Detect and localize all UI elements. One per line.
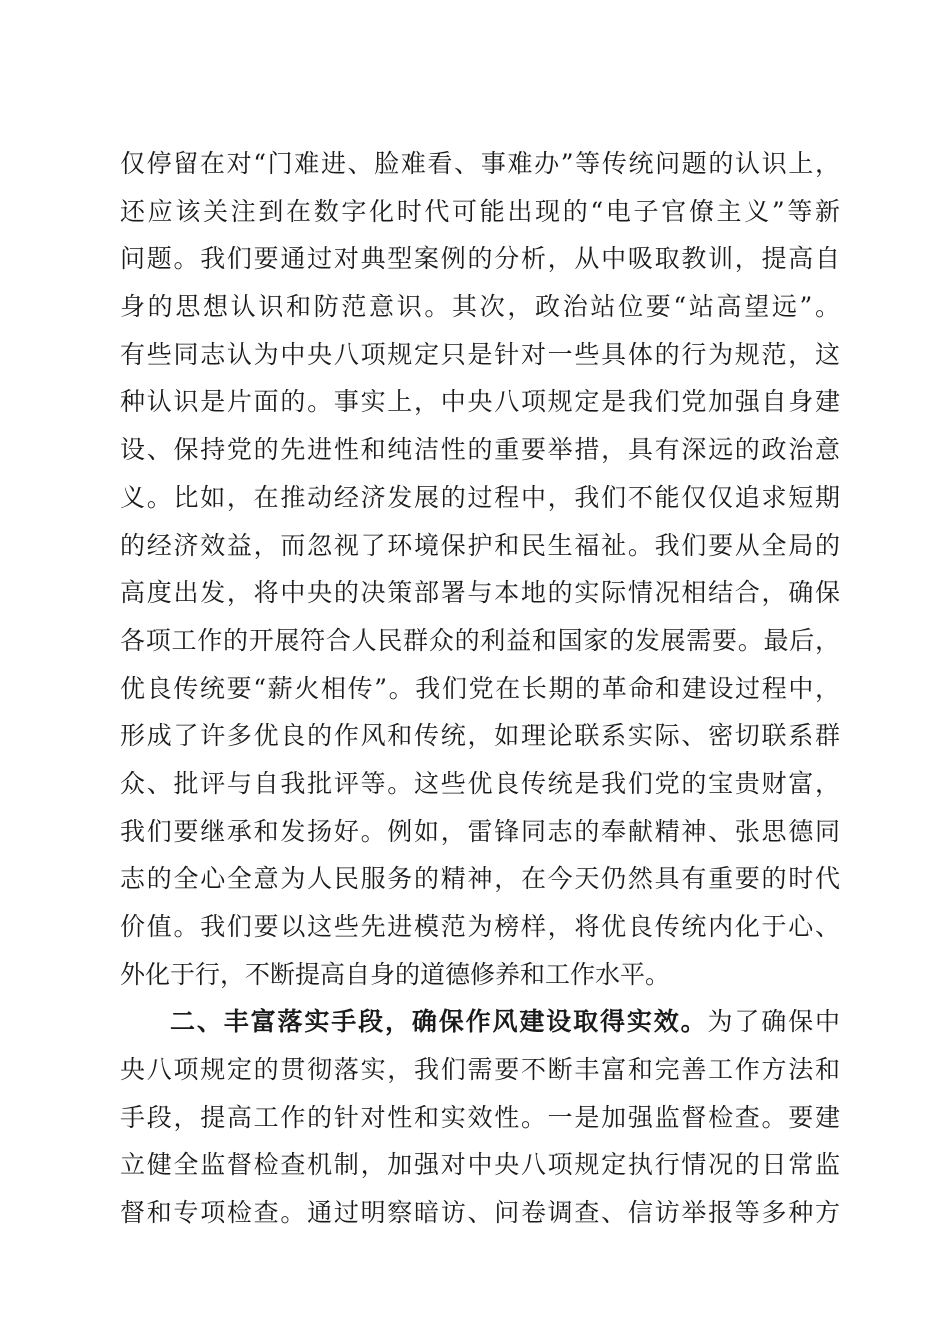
text-line: 身的思想认识和防范意识。其次，政治站位要“站高望远”。 xyxy=(120,292,840,322)
text-line: 价值。我们要以这些先进模范为榜样，将优良传统内化于心、 xyxy=(120,912,840,941)
paragraph-1 xyxy=(120,140,840,998)
section-heading: 二、丰富落实手段，确保作风建设取得实效。 xyxy=(170,1007,708,1037)
text-line: 设、保持党的先进性和纯洁性的重要举措，具有深远的政治意 xyxy=(120,435,840,465)
text-line: 的经济效益，而忽视了环境保护和民生福祉。我们要从全局的 xyxy=(120,530,840,560)
text-run: 为了确保中 xyxy=(707,1007,840,1037)
text-line: 种认识是片面的。事实上，中央八项规定是我们党加强自身建 xyxy=(120,387,840,417)
text-line: 各项工作的开展符合人民群众的利益和国家的发展需要。最后， xyxy=(120,625,840,655)
text-line: 志的全心全意为人民服务的精神，在今天仍然具有重要的时代 xyxy=(120,864,840,894)
text-line: 义。比如，在推动经济发展的过程中，我们不能仅仅追求短期 xyxy=(120,482,840,512)
text-line: 高度出发，将中央的决策部署与本地的实际情况相结合，确保 xyxy=(120,578,840,608)
text-line: 我们要继承和发扬好。例如，雷锋同志的奉献精神、张思德同 xyxy=(120,816,840,846)
paragraph-2-first-line xyxy=(120,998,840,1046)
text-line: 众、批评与自我批评等。这些优良传统是我们党的宝贵财富， xyxy=(120,768,840,798)
text-line: 优良传统要“薪火相传”。我们党在长期的革命和建设过程中， xyxy=(120,673,840,703)
paragraph-2 xyxy=(120,998,840,1236)
document-body xyxy=(120,140,840,1237)
text-line: 立健全监督检查机制，加强对中央八项规定执行情况的日常监 xyxy=(120,1150,840,1180)
text-line: 手段，提高工作的针对性和实效性。一是加强监督检查。要建 xyxy=(120,1102,840,1132)
text-line: 仅停留在对“门难进、脸难看、事难办”等传统问题的认识上， xyxy=(120,149,840,178)
text-line: 问题。我们要通过对典型案例的分析，从中吸取教训，提高自 xyxy=(120,244,840,274)
text-line: 形成了许多优良的作风和传统，如理论联系实际、密切联系群 xyxy=(120,721,840,751)
text-line: 有些同志认为中央八项规定只是针对一些具体的行为规范，这 xyxy=(120,339,840,369)
text-line: 央八项规定的贯彻落实，我们需要不断丰富和完善工作方法和 xyxy=(120,1055,840,1085)
text-line: 还应该关注到在数字化时代可能出现的“电子官僚主义”等新 xyxy=(120,196,840,226)
text-line: 外化于行，不断提高自身的道德修养和工作水平。 xyxy=(120,959,671,989)
text-line: 督和专项检查。通过明察暗访、问卷调查、信访举报等多种方 xyxy=(120,1198,840,1228)
